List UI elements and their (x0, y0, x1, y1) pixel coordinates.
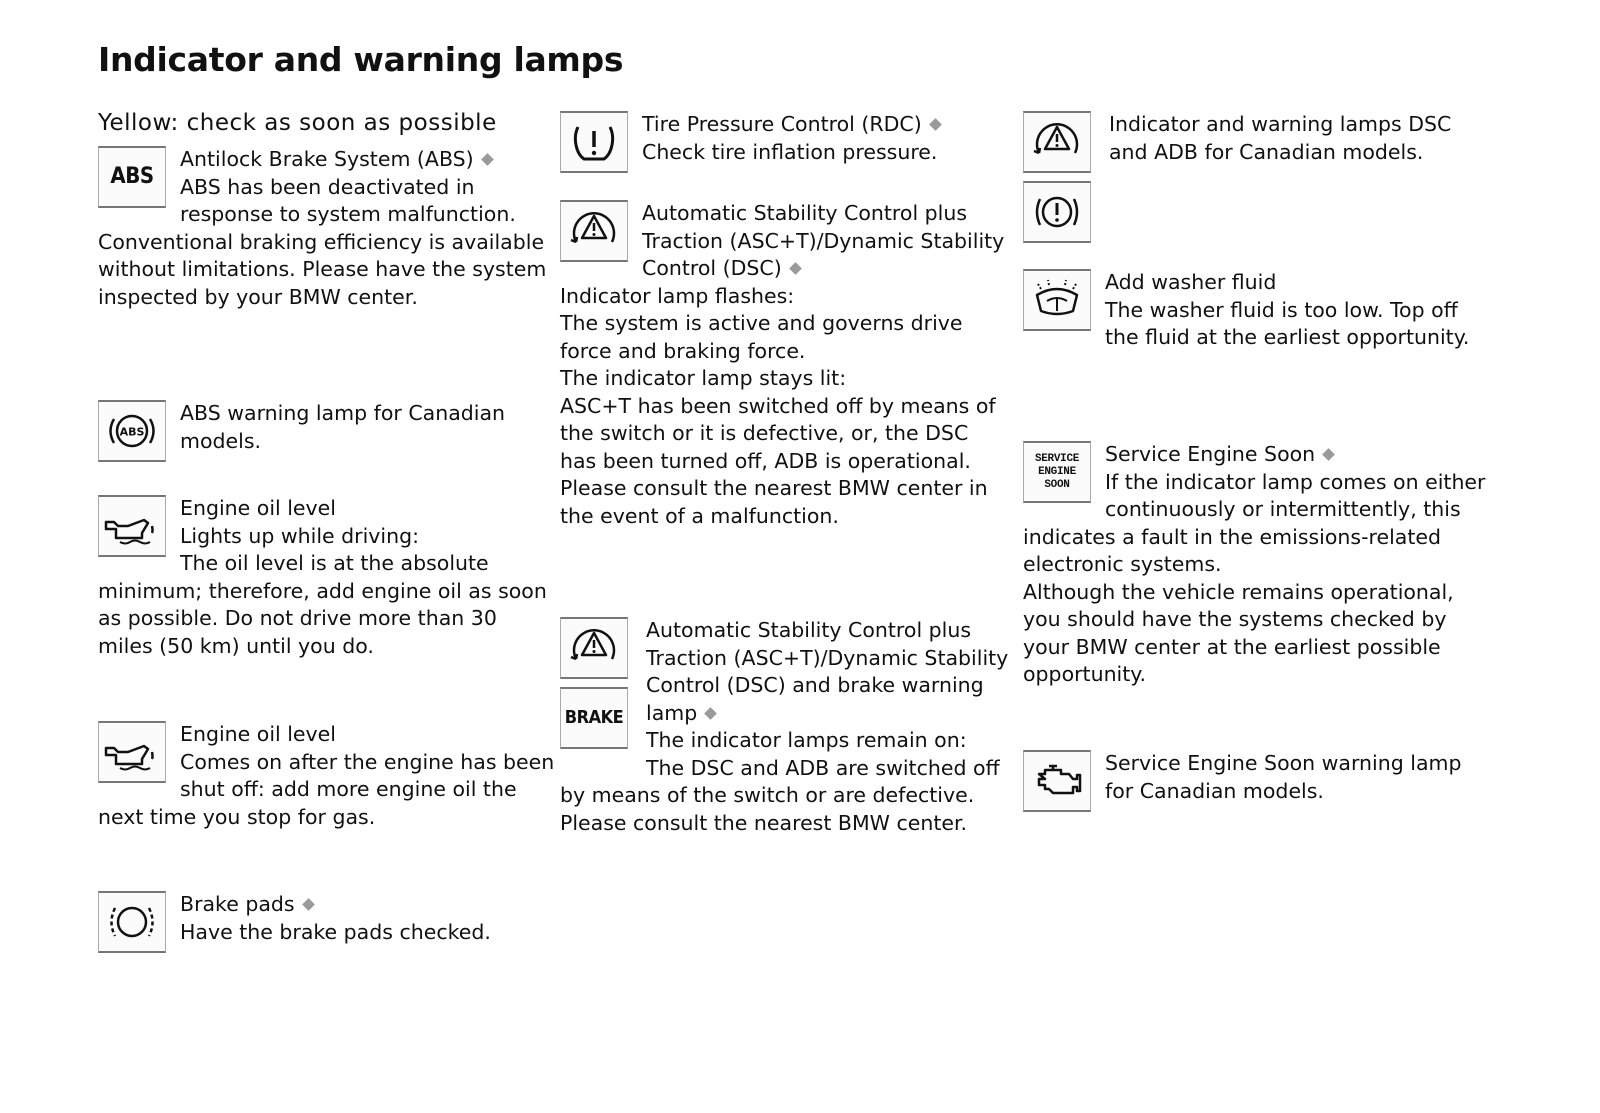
entry-body: The washer fluid is too low. Top off the fluid at the earliest opportunity. (1105, 297, 1470, 349)
entry-heading: Engine oil level (180, 496, 336, 520)
entry-dsc-adb-canada (1023, 111, 1493, 257)
diamond-icon (789, 262, 802, 275)
diamond-icon (481, 153, 494, 166)
entry-heading: Service Engine Soon warning lamp for Canadian models. (1105, 751, 1462, 803)
entry-oil-driving (98, 495, 558, 660)
entry-washer-fluid (1023, 269, 1493, 352)
entry-abs-canada (98, 400, 558, 468)
entry-heading: Automatic Stability Control plus Traction (ASC+T)/Dynamic Stability Control (DSC) and brake warning lamp (646, 618, 1009, 725)
page-title: Indicator and warning lamps (98, 40, 624, 79)
brake-text-icon: BRAKE (560, 687, 628, 749)
entry-body: Check tire inflation pressure. (642, 139, 938, 164)
entry-service-engine-canada (1023, 750, 1493, 818)
tire-pressure-icon (560, 111, 628, 173)
entry-paragraph: Indicator lamp flashes: (560, 283, 795, 308)
svg-text:ABS: ABS (119, 425, 145, 439)
entry-paragraph: Please consult the nearest BMW center in the event of a malfunction. (560, 476, 988, 528)
entry-heading: ABS warning lamp for Canadian models. (180, 401, 506, 453)
service-engine-soon-icon: SERVICE ENGINE SOON (1023, 441, 1091, 503)
exclamation-circle-icon (1023, 181, 1091, 243)
entry-oil-shutoff (98, 721, 558, 831)
entry-heading: Automatic Stability Control plus Traction (ASC+T)/Dynamic Stability Control (DSC) (642, 201, 1005, 280)
entry-paragraph: The DSC and ADB are switched off by means of the switch or are defective. (560, 755, 1000, 807)
entry-heading: Tire Pressure Control (RDC) (642, 112, 922, 136)
entry-line: Lights up while driving: (180, 523, 420, 548)
entry-heading: Service Engine Soon (1105, 442, 1316, 466)
entry-paragraph: The indicator lamps remain on: (646, 728, 967, 752)
abs-text-icon: ABS (98, 146, 166, 208)
entry-abs (98, 146, 558, 311)
entry-tire-pressure (560, 111, 1010, 179)
stability-control-icon (1023, 111, 1091, 173)
lamp-stack (1023, 111, 1095, 251)
entry-asc-dsc (560, 200, 1010, 530)
entry-heading: Brake pads (180, 892, 295, 916)
entry-paragraph: Although the vehicle remains operational, you should have the systems checked by your BMW center at the earliest possible opportunity. (1023, 579, 1454, 686)
oil-can-icon (98, 721, 166, 783)
entry-paragraph: ASC+T has been switched off by means of the switch or it is defective, or, the DSC has been turned off, ADB is operational. (560, 393, 996, 473)
entry-paragraph: If the indicator lamp comes on either continuously or intermittently, this indicates a fault in the emissions-related electronic systems. (1023, 469, 1486, 576)
engine-icon (1023, 750, 1091, 812)
entry-heading: Add washer fluid (1105, 270, 1277, 294)
abs-circle-icon (98, 400, 166, 462)
diamond-icon (1322, 448, 1335, 461)
entry-heading: Engine oil level (180, 722, 336, 746)
section-subtitle: Yellow: check as soon as possible (98, 110, 497, 136)
stability-control-icon (560, 617, 628, 679)
entry-body: Comes on after the engine has been shut off: add more engine oil the next time you stop for gas. (98, 749, 555, 829)
entry-service-engine (1023, 441, 1493, 689)
entry-body: The oil level is at the absolute minimum; therefore, add engine oil as soon as possible. Do not drive more than 30 miles (50 km) until you do. (98, 551, 547, 658)
washer-fluid-icon (1023, 269, 1091, 331)
lamp-stack (560, 617, 632, 757)
diamond-icon (302, 898, 315, 911)
entry-paragraph: Please consult the nearest BMW center. (560, 810, 968, 835)
diamond-icon (704, 707, 717, 720)
diamond-icon (929, 118, 942, 131)
entry-body: Have the brake pads checked. (180, 919, 491, 944)
entry-paragraph: The indicator lamp stays lit: (560, 366, 847, 390)
entry-body: ABS has been deactivated in response to system malfunction. Conventional braking efficiency is available without limitations. Please have the system inspected by your BMW center. (98, 174, 547, 309)
stability-control-icon (560, 200, 628, 262)
oil-can-icon (98, 495, 166, 557)
brake-pads-icon (98, 891, 166, 953)
entry-paragraph: The system is active and governs drive force and braking force. (560, 311, 963, 363)
entry-brake-pads (98, 891, 558, 959)
entry-heading: Antilock Brake System (ABS) (180, 147, 474, 171)
entry-heading: Indicator and warning lamps DSC and ADB for Canadian models. (1109, 112, 1452, 164)
entry-asc-brake (560, 617, 1010, 837)
